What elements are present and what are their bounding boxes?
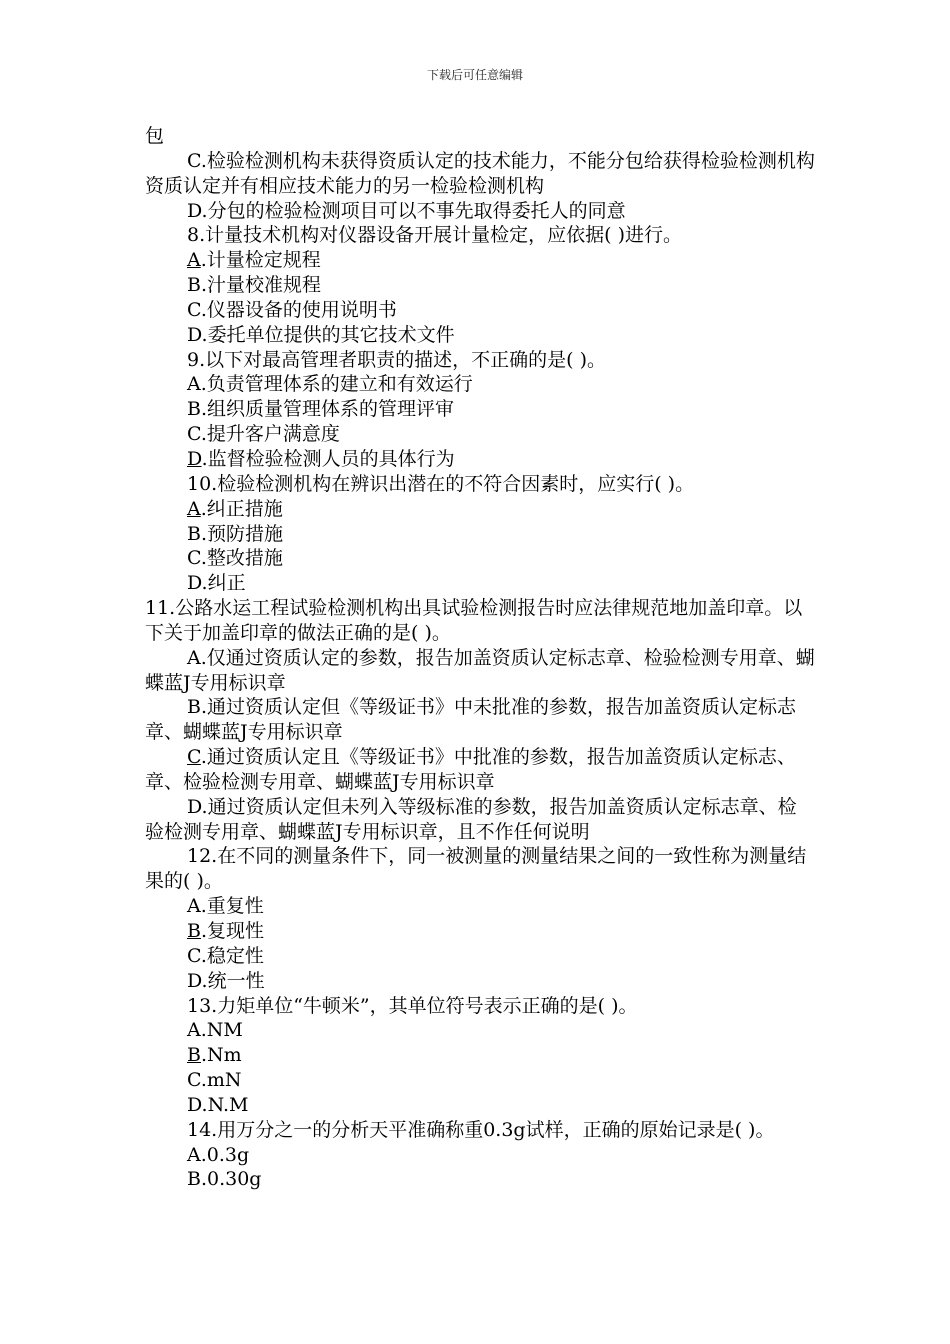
option-line: A.0.3g: [187, 1143, 250, 1166]
option-line: A.NM: [187, 1019, 243, 1042]
option-line: B.汁量校准规程: [187, 274, 322, 297]
option-line: C.mN: [187, 1069, 242, 1092]
answer-letter: B: [187, 1044, 201, 1067]
option-line: D.委托单位提供的其它技术文件: [187, 323, 455, 346]
document-body: [145, 124, 815, 1192]
option-line: D.分包的检验检测项目可以不事先取得委托人的同意: [187, 199, 626, 222]
option-line: B.0.30g: [187, 1168, 262, 1191]
option-line: C.提升客户满意度: [187, 423, 340, 446]
option-line: D.纠正: [187, 572, 246, 595]
option-line: B.通过资质认定但《等级证书》中未批准的参数，报告加盖资质认定标志章、蝴蝶蓝J专用标识章: [145, 696, 797, 744]
answer-letter: D: [187, 447, 202, 470]
answer-letter: A: [187, 497, 201, 520]
question-9: 9.以下对最高管理者职责的描述，不正确的是( )。: [187, 348, 606, 371]
option-line: B.Nm: [187, 1044, 242, 1067]
option-line: A.负责管理体系的建立和有效运行: [187, 373, 473, 396]
answer-letter: B: [187, 920, 201, 942]
option-line: B.预防措施: [187, 522, 284, 545]
answer-letter: A: [187, 249, 201, 272]
option-line: A.纠正措施: [187, 497, 283, 520]
option-line: D.通过资质认定但未列入等级标准的参数，报告加盖资质认定标志章、检验检测专用章、蝴蝶蓝J专用标识章，且不作任何说明: [145, 795, 797, 843]
question-8: 8.计量技术机构对仪器设备开展计量检定，应依据( )进行。: [187, 224, 682, 247]
option-line: C.整改措施: [187, 547, 283, 570]
option-line: D.统一性: [187, 969, 265, 992]
question-13: 13.力矩单位“牛顿米”，其单位符号表示正确的是( )。: [187, 994, 638, 1017]
option-line: C.通过资质认定且《等级证书》中批准的参数，报告加盖资质认定标志、章、检验检测专用章、蝴蝶蓝J专用标识章: [145, 746, 796, 793]
option-line: A.计量检定规程: [187, 249, 321, 272]
option-line: B.复现性: [187, 920, 265, 942]
option-line: A.仅通过资质认定的参数，报告加盖资质认定标志章、检验检测专用章、蝴蝶蓝J专用标识章: [145, 646, 815, 694]
option-line: D.监督检验检测人员的具体行为: [187, 447, 455, 470]
option-line: D.N.M: [187, 1093, 249, 1116]
question-10: 10.检验检测机构在辨识出潜在的不符合因素时，应实行( )。: [187, 472, 695, 495]
option-line: A.重复性: [187, 895, 264, 918]
answer-letter: C: [187, 746, 201, 769]
option-line: C.稳定性: [187, 944, 264, 967]
option-line: B.组织质量管理体系的管理评审: [187, 398, 455, 421]
text-line: 包: [145, 125, 165, 147]
question-11: 11.公路水运工程试验检测机构出具试验检测报告时应法律规范地加盖印章。以下关于加盖印章的做法正确的是( )。: [145, 597, 803, 644]
question-14: 14.用万分之一的分析天平准确称重0.3g试样，正确的原始记录是( )。: [187, 1118, 775, 1141]
question-12: 12.在不同的测量条件下，同一被测量的测量结果之间的一致性称为测量结果的( )。: [145, 845, 807, 893]
page-header: 下载后可任意编辑: [426, 68, 523, 82]
option-line: C.仪器设备的使用说明书: [187, 298, 397, 321]
option-line: C.检验检测机构未获得资质认定的技术能力，不能分包给获得检验检测机构资质认定并有相应技术能力的另一检验检测机构: [145, 149, 815, 197]
